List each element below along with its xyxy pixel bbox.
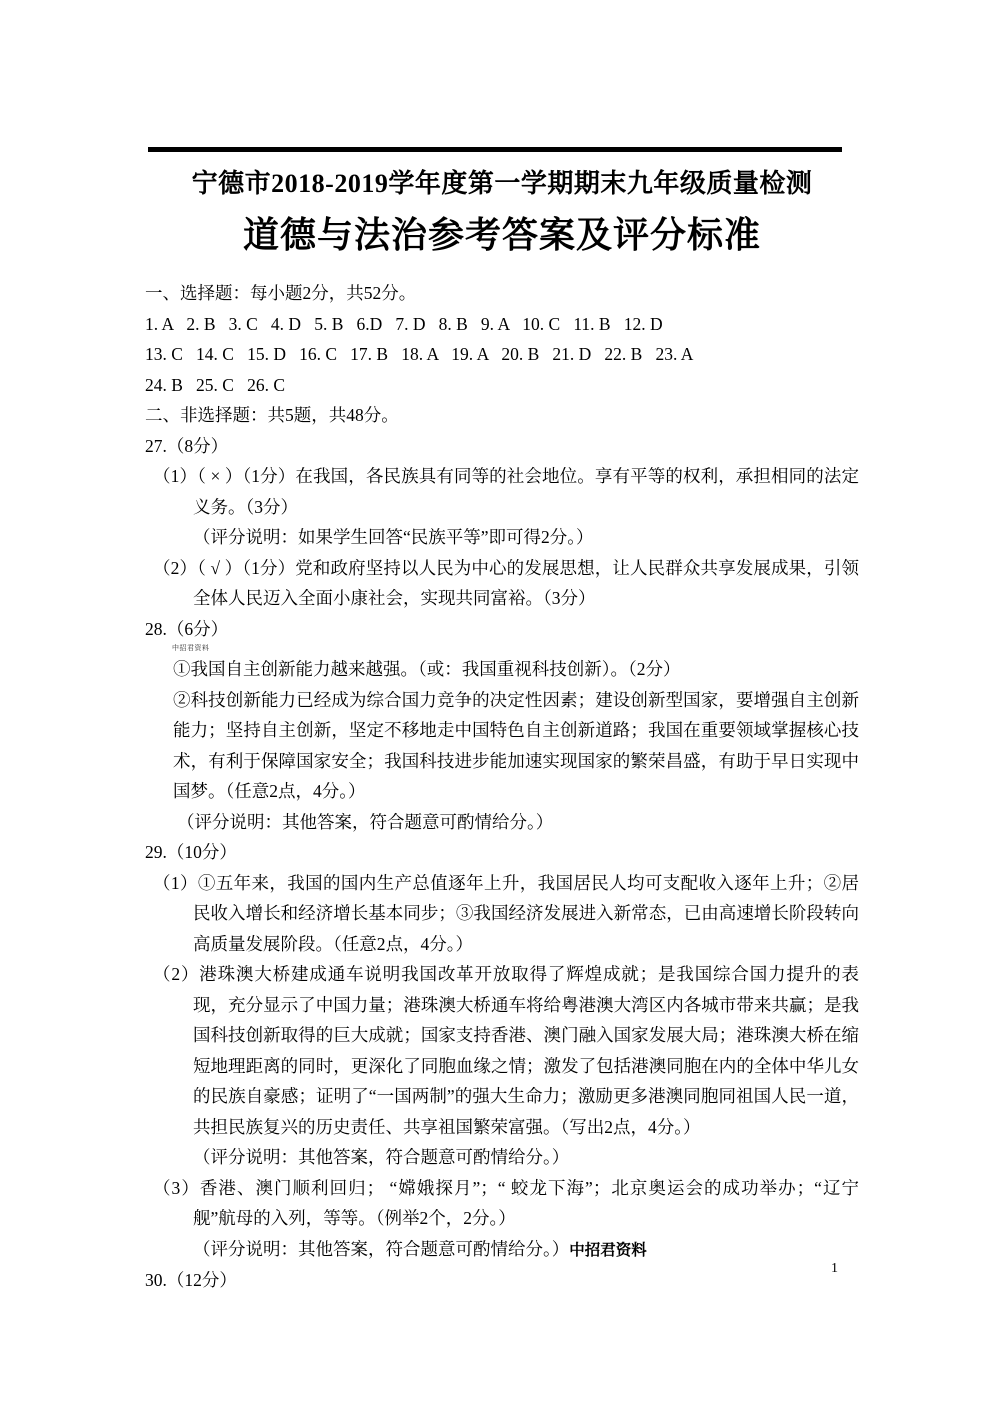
exam-title: 宁德市2018-2019学年度第一学期期末九年级质量检测	[191, 169, 813, 198]
q27-item-1-scoring-note: （评分说明：如果学生回答“民族平等”即可得2分。）	[193, 527, 594, 547]
q30-heading: 30.（12分）	[145, 1270, 237, 1290]
answer-row-2: 13. C 14. C 15. D 16. C 17. B 18. A 19. A 20. B 21. D 22. B 23. A	[145, 344, 694, 364]
item-text: （ × ）（1分）在我国，各民族具有同等的社会地位。享有平等的权利，承担相同的法定义务。（3分）	[193, 466, 860, 517]
item-label: （1）	[153, 466, 198, 486]
q27-item-2	[153, 553, 859, 614]
q29-item-1	[153, 868, 859, 960]
answer-key-title: 道德与法治参考答案及评分标准	[242, 215, 761, 255]
header-rule	[148, 147, 842, 152]
q27-item-1	[153, 461, 859, 522]
q29-item-2	[153, 959, 859, 1142]
q27-heading: 27.（8分）	[145, 435, 229, 456]
q28-point-1: ①我国自主创新能力越来越强。（或：我国重视科技创新）。（2分）	[173, 659, 681, 679]
q29-item-3-scoring-note	[193, 1234, 859, 1266]
watermark-inline-text: 中招君资料	[569, 1240, 647, 1259]
q29-item-2-scoring-note: （评分说明：其他答案，符合题意可酌情给分。）	[193, 1147, 570, 1167]
item-text: ①五年来，我国的国内生产总值逐年上升，我国居民人均可支配收入逐年上升；②居民收入增长和经济增长基本同步；③我国经济发展进入新常态，已由高速增长阶段转向高质量发展阶段。（任意2点，4分。）	[193, 872, 860, 954]
page-number: 1	[831, 1261, 838, 1276]
q29-heading: 29.（10分）	[145, 842, 237, 862]
item-text: 港珠澳大桥建成通车说明我国改革开放取得了辉煌成就；是我国综合国力提升的表现，充分显示了中国力量；港珠澳大桥通车将给粤港澳大湾区内各城市带来共赢；是我国科技创新取得的巨大成就；国家支持香港、澳门融入国家发展大局；港珠澳大桥在缩短地理距离的同时，更深化了同胞血缘之情；激发了包括港澳同胞在内的全体中华儿女的民族自豪感；证明了“一国两制”的强大生命力；激励更多港澳同胞同祖国人民一道，共担民族复兴的历史责任、共享祖国繁荣富强。（写出2点，4分。）	[193, 964, 859, 1137]
item-label: （1）	[153, 872, 198, 893]
q28-scoring-note: （评分说明：其他答案，符合题意可酌情给分。）	[177, 811, 554, 832]
item-label: （3）	[153, 1177, 200, 1198]
choice-section-heading: 一、选择题：每小题2分，共52分。	[145, 283, 417, 303]
document-content	[145, 160, 859, 1296]
item-label: （2）	[153, 557, 198, 578]
answer-row-3: 24. B 25. C 26. C	[145, 374, 286, 395]
q29-item-3	[153, 1173, 859, 1234]
q28-heading: 28.（6分）	[145, 618, 229, 639]
watermark-text: 中招君资料	[172, 644, 210, 652]
item-text: （ √ ）（1分）党和政府坚持以人民为中心的发展思想，让人民群众共享发展成果，引领全体人民迈入全面小康社会，实现共同富裕。（3分）	[193, 557, 860, 608]
q28-point-2: ②科技创新能力已经成为综合国力竞争的决定性因素；建设创新型国家，要增强自主创新能力；坚持自主创新，坚定不移地走中国特色自主创新道路；我国在重要领域掌握核心技术，有利于保障国家安全；我国科技进步能加速实现国家的繁荣昌盛，有助于早日实现中国梦。（任意2点，4分。）	[173, 689, 859, 801]
answer-row-1: 1. A 2. B 3. C 4. D 5. B 6.D 7. D 8. B 9. A 10. C 11. B 12. D	[145, 313, 663, 334]
item-text: 香港、澳门顺利回归； “嫦娥探月”；“ 蛟龙下海”；北京奥运会的成功举办；“辽宁舰”航母的入列，等等。（例举2个，2分。）	[193, 1177, 860, 1228]
item-label: （2）	[153, 964, 200, 984]
free-response-section-heading: 二、非选择题：共5题，共48分。	[145, 405, 399, 425]
scoring-note-text: （评分说明：其他答案，符合题意可酌情给分。）	[193, 1238, 570, 1259]
